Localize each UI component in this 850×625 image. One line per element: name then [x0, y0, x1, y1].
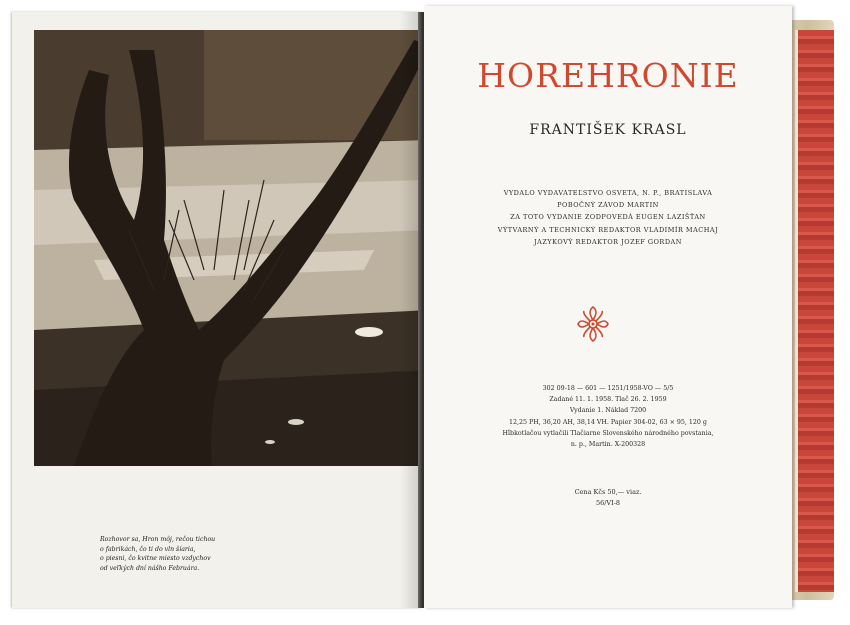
photo-illustration — [34, 30, 430, 466]
right-page — [424, 6, 792, 608]
price-line: Cena Kčs 50,— viaz. — [574, 488, 642, 496]
photo-caption — [100, 535, 250, 573]
book-title: HOREHRONIE — [477, 56, 739, 95]
price-line: 56/VI-8 — [595, 499, 621, 507]
imprint-line: VÝTVARNÝ A TECHNICKÝ REDAKTOR VLADIMÍR MACHAJ — [497, 225, 719, 234]
detail-line: Vydanie 1. Náklad 7200 — [569, 407, 647, 415]
imprint-line: VYDALO VYDAVATEĽSTVO OSVETA, N. P., BRATISLAVA — [503, 189, 713, 197]
caption-line: o fabrikách, čo ti do vln šíaria, — [100, 545, 196, 553]
publisher-imprint — [424, 187, 792, 248]
detail-line: 12,25 PH, 36,20 AH, 38,14 VH. Papier 304-02, 63 × 95, 120 g — [509, 418, 707, 426]
price-info — [424, 487, 792, 509]
river-willow-photograph — [34, 30, 430, 466]
caption-line: o piesni, čo kvitne miesto vzdychov — [100, 555, 211, 562]
detail-line: n. p., Martin. X-200328 — [570, 441, 646, 449]
detail-line: 302 09-18 — 601 — 1251/1958-VO — 5/5 — [542, 385, 674, 392]
folk-ornament-icon — [576, 304, 610, 344]
imprint-line: POBOČNÝ ZÁVOD MARTIN — [557, 201, 659, 210]
imprint-line: JAZYKOVÝ REDAKTOR JOZEF GORDAN — [534, 237, 682, 246]
print-details — [424, 383, 792, 450]
detail-line: Hĺbkotlačou vytlačili Tlačiarne Slovenského národného povstania, — [502, 429, 714, 437]
imprint-line: ZA TOTO VYDANIE ZODPOVEDÁ EUGEN LAZIŠŤAN — [510, 213, 706, 222]
caption-line: Rozhovor sa, Hron môj, rečou tichou — [100, 536, 216, 543]
endpaper-red-pattern — [795, 30, 834, 592]
detail-line: Zadané 11. 1. 1958. Tlač 26. 2. 1959 — [549, 396, 667, 404]
author-name: FRANTIŠEK KRASL — [529, 122, 687, 138]
caption-line: od veľkých dní nášho Februára. — [100, 564, 200, 572]
left-page — [12, 12, 422, 608]
